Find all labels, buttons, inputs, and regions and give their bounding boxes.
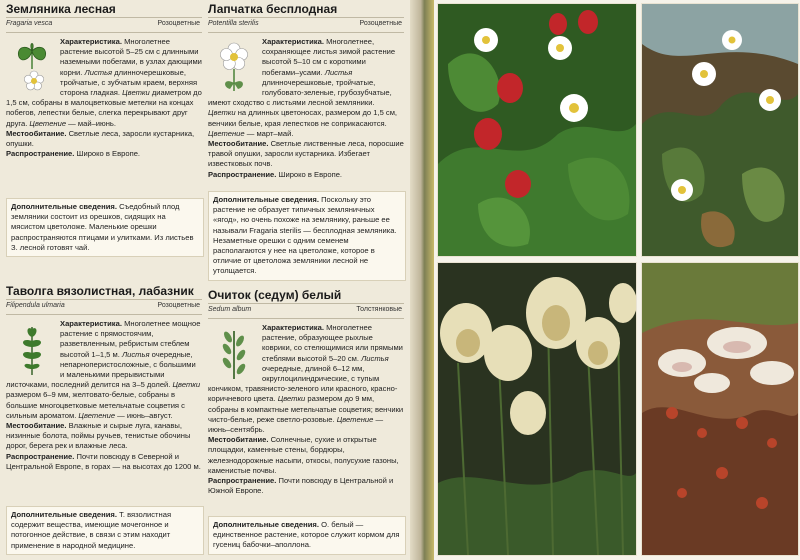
entry-title: Лапчатка бесплодная [208, 2, 404, 18]
meadowsweet-leaf-icon [10, 321, 54, 377]
label-range: Распространение. [6, 451, 77, 461]
label-habitat: Местообитание. [208, 435, 271, 445]
entry-title: Очиток (седум) белый [208, 288, 404, 304]
taxonomy-row [208, 18, 404, 33]
white-stonecrop-photo [641, 262, 799, 556]
family-name: Розоцветные [157, 302, 200, 309]
label-bloom: Цветение [336, 414, 376, 424]
characteristic-text: Многолетнее, сохраняющее листья зимой растение высотой 5–10 см с короткими побегами–усами. [262, 37, 396, 77]
leaves-text: длинночерешковые, тройчатые, с зубчатым краем, верхняя сторона гладкая. [60, 67, 198, 98]
family-name: Розоцветные [157, 20, 200, 27]
barren-strawberry-photo [641, 3, 799, 257]
label-flowers: Цветки [277, 394, 308, 404]
taxonomy-row [6, 18, 202, 33]
meadowsweet-photo [437, 262, 637, 556]
flowers-text: размером 6–9 мм, желтовато-белые, собраны в большие многоцветковые метельчатые соцветия с сильным ароматом. [6, 390, 185, 420]
bloom-text: — май–июнь. [68, 118, 116, 128]
sedum-sprig-icon [212, 325, 256, 381]
wild-strawberry-photo [437, 3, 637, 257]
label-extra: Дополнительные сведения. [213, 520, 322, 529]
book-gutter [410, 0, 434, 560]
strawberry-plant-icon [10, 39, 54, 95]
habitat-text: Светлые леса, заросли кустарника, опушки. [6, 128, 195, 149]
entry-body [6, 319, 202, 472]
range-text: Почти повсюду в Северной и Центральной Европе, в горах — на высотах до 1200 м. [6, 451, 201, 471]
label-flowers: Цветки [208, 108, 238, 118]
entry-title: Таволга вязолистная, лабазник [6, 284, 202, 300]
habitat-text: Влажные и сырые луга, канавы, низинные болота, поймы ручьев, тенистые обочины дорог, берега рек и влажные леса. [6, 421, 191, 451]
taxonomy-row [208, 304, 404, 319]
entry-body [6, 37, 202, 159]
flowers-text: диаметром до 1,5 см, собраны в малоцветковые метелки на концах побегов, лепестки белые, слегка перекрывают друг друга. [6, 88, 202, 128]
extra-text: Т. вязолистная содержит вещества, имеющие мочегонное и потогонное действие, в связи с этим находит применение в народной медицине. [11, 510, 172, 550]
latin-name: Fragaria vesca [6, 20, 53, 27]
label-leaves: Листья [324, 67, 353, 77]
label-bloom: Цветение [29, 118, 69, 128]
entry-title: Земляника лесная [6, 2, 202, 18]
habitat-text: Солнечные, сухие и открытые площадки, каменные стены, бордюры, железнодорожные насыпи, откосы, полусухие газоны, каменистые почвы. [208, 435, 399, 475]
latin-name: Filipendula ulmaria [6, 302, 65, 309]
entry-filipendula [6, 284, 202, 550]
family-name: Розоцветные [359, 20, 402, 27]
label-characteristic: Характеристика. [60, 319, 125, 328]
extra-info-box [208, 191, 406, 281]
range-text: Широко в Европе. [76, 149, 141, 159]
family-name: Толстянковые [356, 306, 402, 313]
extra-info-box [208, 516, 406, 555]
flowers-text: размером до 9 мм, собраны в компактные метельчатые соцветия; венчики чисто-белые, реже светло-розовые. [208, 394, 404, 424]
extra-info-box [6, 506, 204, 555]
label-characteristic: Характеристика. [262, 323, 327, 332]
range-text: Широко в Европе. [278, 169, 343, 179]
characteristic-text: Многолетнее мощное растение с прямостоячим, разветвленным, ребристым стеблем высотой 1–1,5 м. [60, 319, 201, 359]
label-habitat: Местообитание. [208, 139, 271, 149]
label-habitat: Местообитание. [6, 421, 69, 431]
bloom-text: — март–май. [246, 128, 294, 138]
label-flowers: Цветки [122, 88, 152, 98]
entry-fragaria [6, 2, 202, 252]
label-leaves: Листья [121, 349, 152, 359]
bloom-text: — июнь–август. [117, 410, 173, 420]
label-extra: Дополнительные сведения. [213, 195, 322, 204]
bloom-text: — июнь–сентябрь. [208, 414, 384, 435]
label-flowers: Цветки [172, 380, 201, 390]
entry-potentilla [208, 2, 404, 276]
leaves-text: очередные, длиной 6–12 мм, округлоцилиндрические, с тупым кончиком, травянисто-зеленого или красного, красно-коричневого цвета. [208, 363, 398, 404]
label-leaves: Листья [361, 353, 389, 363]
range-text: Почти повсюду в Центральной и Южной Европе. [208, 476, 394, 496]
extra-text: Съедобный плод земляники состоит из орешков, сидящих на мясистом цветоложе. Маленькие орешки распространяются птицами и улитками. Из листьев З. лесной готовят чай. [11, 202, 194, 252]
extra-text: Поскольку это растение не образует типичных земляничных «ягод», но очень похоже на землянику, раньше ее называли Fragaria sterilis — бесплодная земляника. Незаметные орешки с одним семенем располагаются у нее на цветоложе, которое в отличие от цветоложа земляники лесной не утолщается. [213, 195, 397, 276]
entry-sedum [208, 288, 404, 550]
latin-name: Sedum album [208, 306, 252, 313]
label-habitat: Местообитание. [6, 128, 69, 138]
entry-body [208, 323, 404, 496]
leaves-text: длинночерешковые, тройчатые, голубовато-зеленые, грубозубчатые, имеют сходство с листьями лесной земляники. [208, 77, 392, 108]
label-extra: Дополнительные сведения. [11, 202, 120, 211]
label-characteristic: Характеристика. [262, 37, 327, 46]
extra-info-box [6, 198, 204, 257]
latin-name: Potentilla sterilis [208, 20, 259, 27]
label-range: Распространение. [208, 476, 279, 486]
habitat-text: Светлые лиственные леса, поросшие травой опушки, заросли кустарника. Избегает известковых почв. [208, 139, 404, 169]
entry-body [208, 37, 404, 180]
label-characteristic: Характеристика. [60, 37, 125, 46]
label-range: Распространение. [6, 149, 77, 159]
label-range: Распространение. [208, 169, 279, 179]
leaves-text: очередные, непарноперистосложные, с большими и маленькими прерывистыми листочками, последний делится на 3–5 долей. [6, 349, 196, 390]
label-bloom: Цветение [208, 128, 247, 138]
label-extra: Дополнительные сведения. [11, 510, 120, 519]
label-leaves: Листья [84, 67, 115, 77]
characteristic-text: Многолетнее растение, образующее рыхлые коврики, со стелющимися или прямыми стеблями высотой 5–20 см. [262, 323, 403, 363]
extra-text: О. белый — единственное растение, которое служит кормом для гусениц бабочки–аполлона. [213, 520, 400, 550]
taxonomy-row [6, 300, 202, 315]
potentilla-flower-icon [212, 39, 256, 95]
label-bloom: Цветение [78, 410, 118, 420]
characteristic-text: Многолетнее растение высотой 5–25 см с длинными наземными побегами, в узлах дающими корни. [60, 37, 202, 77]
flowers-text: на длинных цветоносах, размером до 1,5 см, венчики белые, края лепестков не соприкасаются. [208, 108, 398, 128]
